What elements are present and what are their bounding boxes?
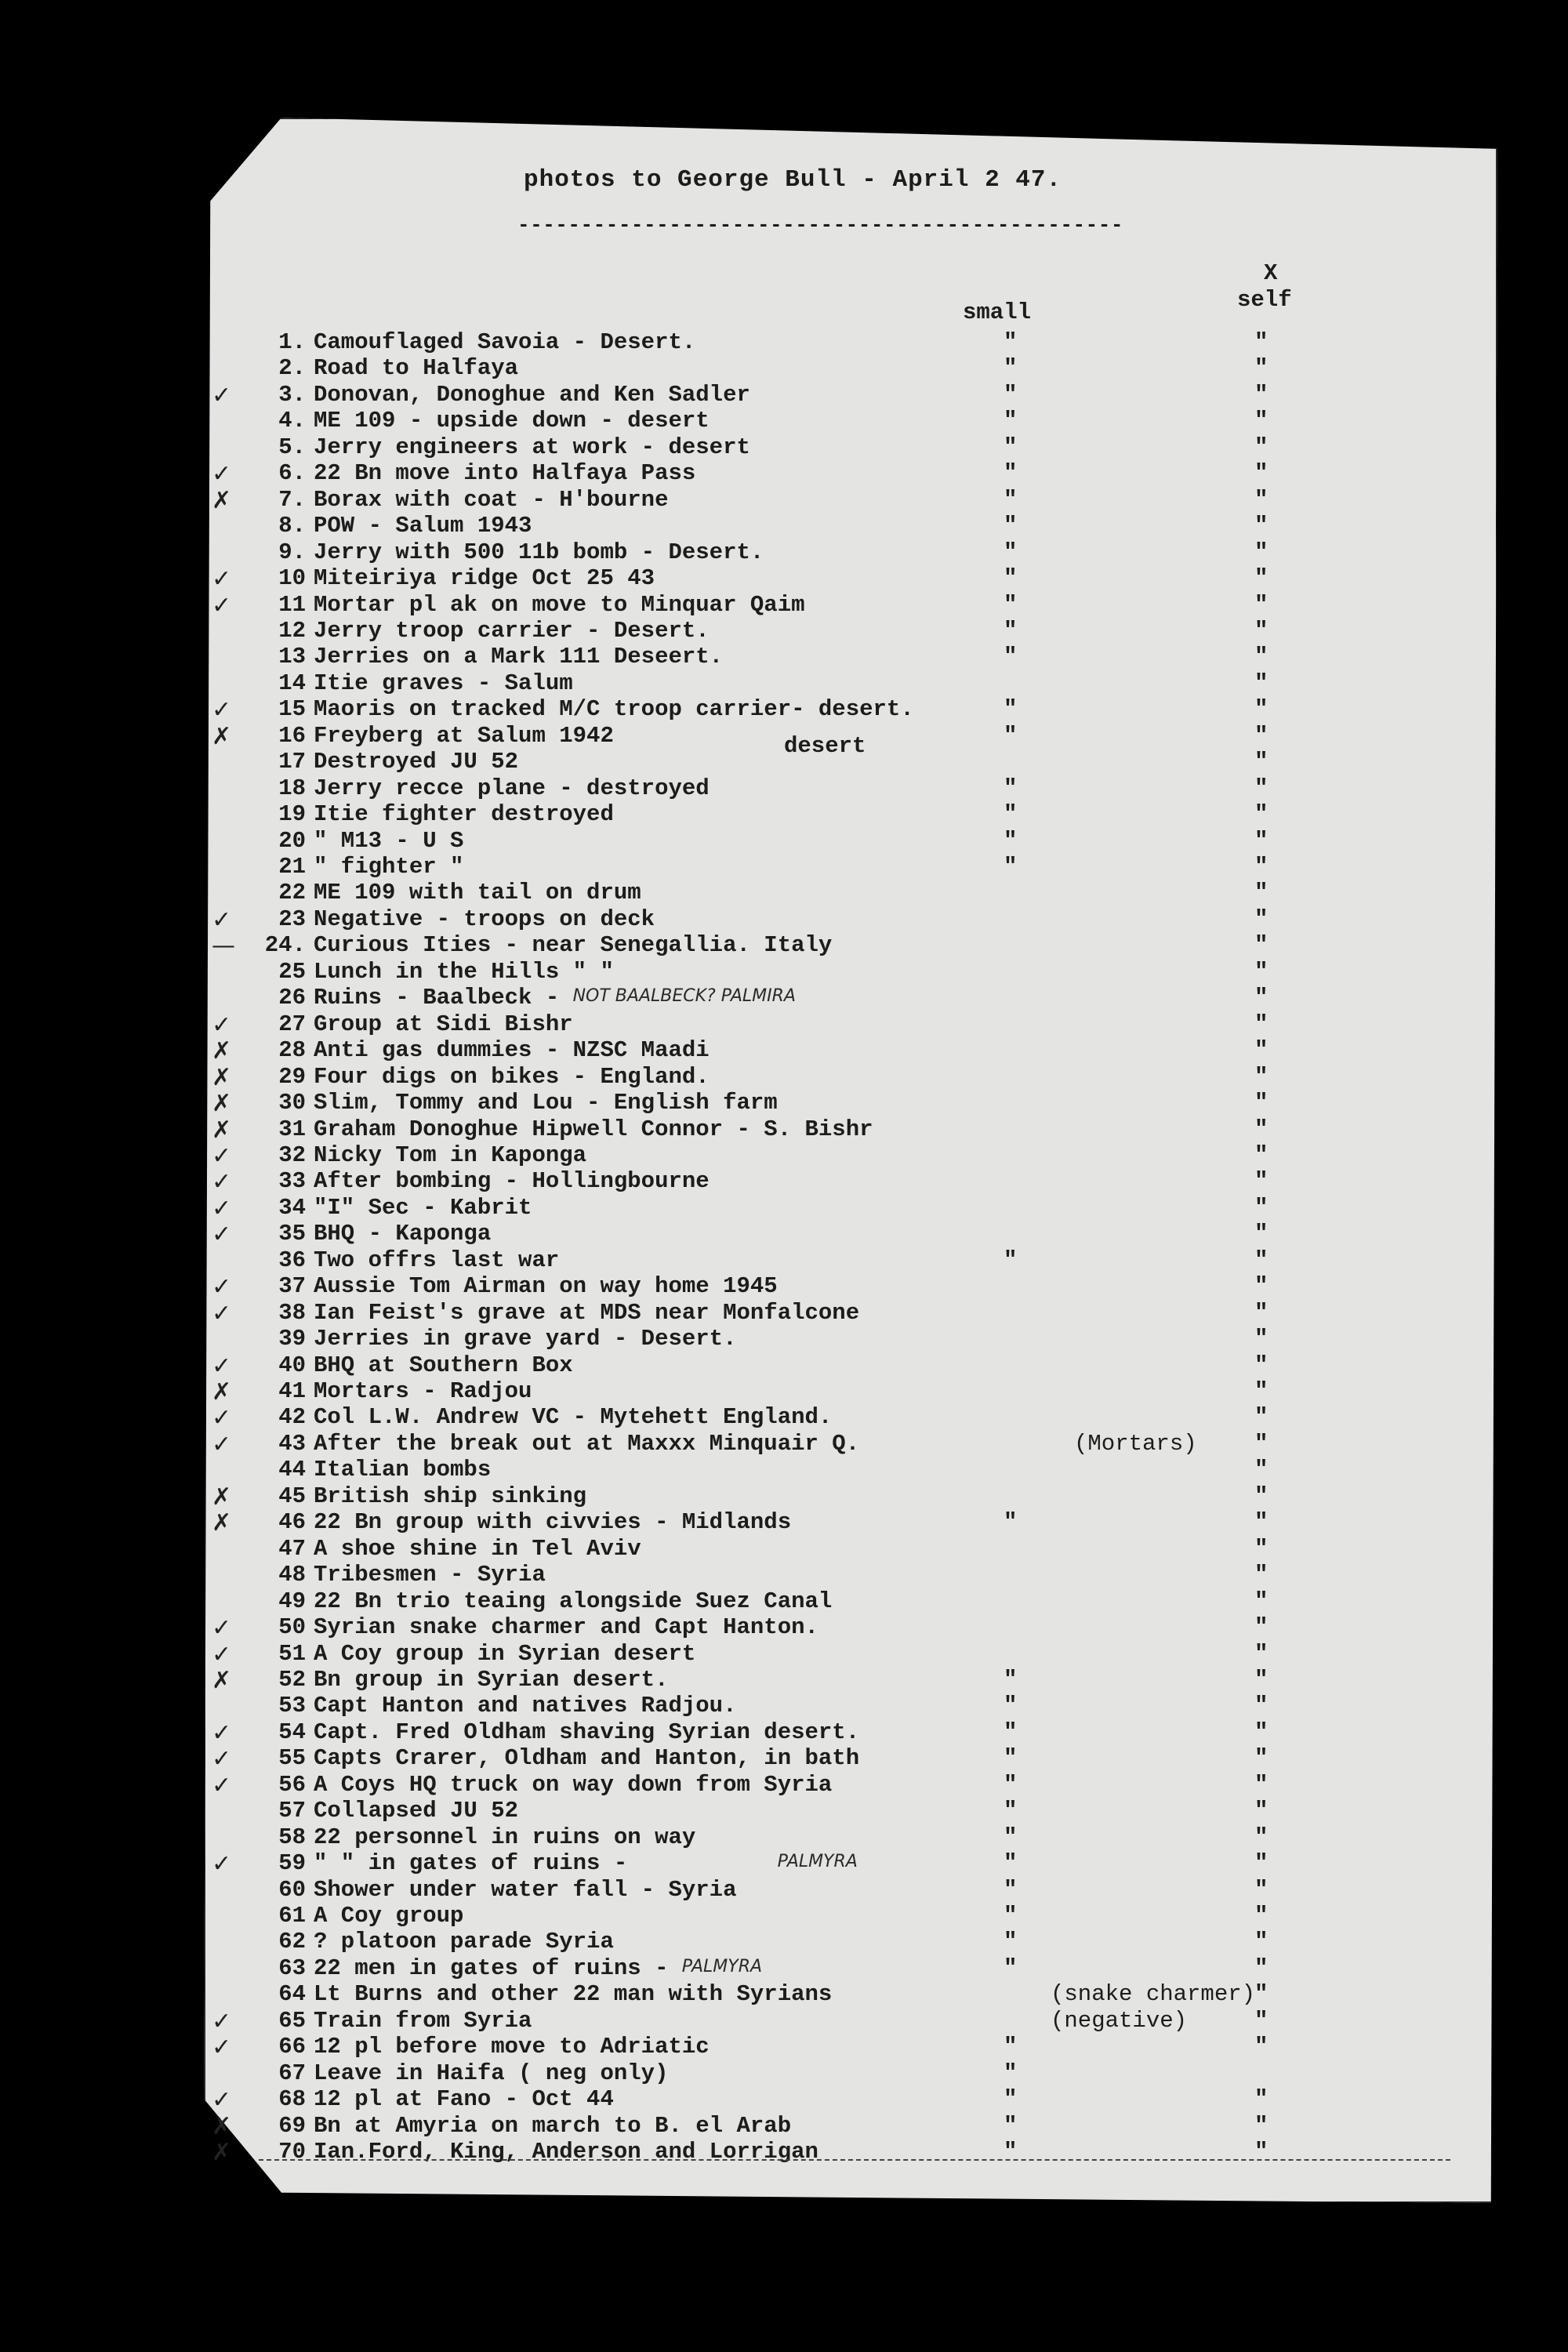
title-underline: ------------------------------------------------ [517,213,1123,237]
check-mark-icon: ✓ [212,1194,232,1222]
item-number: 34 [278,1194,306,1221]
item-description: ME 109 with tail on drum [314,880,641,906]
page-title: photos to George Bull - April 2 47. [524,166,1062,194]
self-mark: " [1254,801,1269,828]
self-mark: " [1254,539,1269,565]
small-mark: " [1004,2086,1018,2113]
item-number: 30 [278,1090,306,1116]
item-number: 4. [278,408,306,434]
check-mark-icon: ✗ [212,1090,232,1118]
item-number: 64 [278,1981,306,2008]
self-mark: " [1254,1562,1269,1588]
check-mark-icon: ✗ [212,1378,232,1406]
small-mark: " [1004,827,1018,854]
small-mark: " [1004,565,1018,592]
item-description: 22 men in gates of ruins - [314,1955,669,1981]
item-description: Maoris on tracked M/C troop carrier- desert. [314,696,914,723]
self-mark: " [1254,1326,1269,1352]
bottom-divider [259,2159,1450,2161]
self-mark: " [1254,749,1269,775]
self-mark: " [1254,1404,1269,1431]
item-number: 10 [278,565,306,592]
item-number: 19 [278,801,306,828]
item-description: Itie graves - Salum [314,670,573,696]
check-mark-icon: ✓ [212,696,232,724]
self-mark: " [1254,1090,1269,1116]
small-mark: " [1004,775,1018,801]
self-mark: " [1254,1509,1269,1536]
handwritten-note: PALMYRA [681,1956,763,1976]
check-mark-icon: ✓ [212,2007,232,2035]
item-description: " fighter " [314,854,464,880]
item-description: 12 pl at Fano - Oct 44 [314,2086,614,2113]
item-number: 27 [278,1011,306,1037]
small-mark: " [1004,1771,1018,1798]
item-description: 12 pl before move to Adriatic [314,2034,710,2060]
small-mark: " [1004,486,1018,513]
self-mark: " [1254,1063,1269,1090]
item-description: A Coy group [314,1903,464,1929]
item-number: 51 [278,1640,306,1667]
item-description: BHQ - Kaponga [314,1221,492,1247]
small-mark: " [1004,1798,1018,1824]
item-description: Capt. Fred Oldham shaving Syrian desert. [314,1719,860,1745]
small-mark: " [1004,1693,1018,1719]
self-mark: " [1254,1430,1269,1457]
item-number: 20 [278,827,306,854]
small-mark: " [1004,1955,1018,1981]
item-description: Slim, Tommy and Lou - English farm [314,1090,778,1116]
self-mark: " [1254,329,1269,355]
self-mark: " [1254,460,1269,487]
self-mark: " [1254,1457,1269,1483]
item-description: Col L.W. Andrew VC - Mytehett England. [314,1404,833,1431]
self-mark: " [1254,1614,1269,1641]
item-number: 40 [278,1352,306,1378]
item-number: 47 [278,1535,306,1562]
handwritten-note: NOT BAALBECK? PALMIRA [572,986,796,1007]
item-description: Bn at Amyria on march to B. el Arab [314,2112,792,2139]
item-description: A Coy group in Syrian desert [314,1640,696,1667]
item-description: Jerry troop carrier - Desert. [314,617,710,644]
check-mark-icon: ✓ [212,1614,232,1642]
self-mark: " [1254,486,1269,513]
item-number: 62 [278,1929,306,1955]
item-number: 69 [278,2112,306,2139]
item-number: 49 [278,1588,306,1614]
small-mark: " [1004,696,1018,723]
item-description: Capt Hanton and natives Radjou. [314,1693,737,1719]
item-number: 13 [278,644,306,670]
self-mark: " [1254,1221,1269,1247]
item-number: 37 [278,1273,306,1300]
check-mark-icon: ✓ [212,1168,232,1196]
small-mark: " [1004,329,1018,355]
check-mark-icon: ✓ [212,1745,232,1773]
small-mark: " [1004,381,1018,408]
check-mark-icon: ✗ [212,2139,232,2167]
self-mark: " [1254,1903,1269,1929]
small-mark: " [1004,591,1018,618]
self-mark: " [1254,1116,1269,1142]
small-mark: " [1004,1666,1018,1693]
small-mark: " [1004,355,1018,382]
self-mark: " [1254,1745,1269,1772]
self-mark: " [1254,1824,1269,1850]
check-mark-icon: ✓ [212,381,232,409]
small-mark: " [1004,408,1018,434]
check-mark-icon: — [212,932,235,960]
self-mark: " [1254,617,1269,644]
item-number: 29 [278,1063,306,1090]
item-number: 52 [278,1666,306,1693]
self-mark: " [1254,1352,1269,1378]
small-mark: " [1004,801,1018,828]
self-mark: " [1254,1640,1269,1667]
item-number: 28 [278,1037,306,1064]
check-mark-icon: ✗ [212,722,232,750]
check-mark-icon: ✓ [212,591,232,619]
item-number: 57 [278,1798,306,1824]
item-number: 21 [278,854,306,880]
check-mark-icon: ✓ [212,2086,232,2114]
check-mark-icon: ✗ [212,1483,232,1511]
item-number: 24. [264,932,306,959]
item-number: 53 [278,1693,306,1719]
item-number: 48 [278,1562,306,1588]
item-description: Bn group in Syrian desert. [314,1666,669,1693]
item-description: Shower under water fall - Syria [314,1876,737,1903]
small-mark: " [1004,1509,1018,1536]
small-mark: " [1004,1850,1018,1877]
item-number: 33 [278,1168,306,1195]
item-description: Syrian snake charmer and Capt Hanton. [314,1614,818,1641]
check-mark-icon: ✓ [212,1404,232,1432]
item-description: Donovan, Donoghue and Ken Sadler [314,381,750,408]
item-description: " " in gates of ruins - [314,1850,628,1877]
handwritten-note: PALMYRA [777,1852,858,1872]
item-number: 17 [278,749,306,775]
item-description: Four digs on bikes - England. [314,1063,710,1090]
small-mark: " [1004,1903,1018,1929]
item-number: 45 [278,1483,306,1509]
item-description: Camouflaged Savoia - Desert. [314,329,696,355]
item-number: 54 [278,1719,306,1745]
item-description: Lt Burns and other 22 man with Syrians [314,1981,833,2008]
item-number: 42 [278,1404,306,1431]
self-mark: " [1254,355,1269,382]
item-number: 2. [278,355,306,382]
self-mark: " [1254,434,1269,460]
item-number: 39 [278,1326,306,1352]
item-number: 15 [278,696,306,723]
item-description: 22 Bn move into Halfaya Pass [314,460,696,487]
item-description: POW - Salum 1943 [314,513,532,539]
self-mark: " [1254,880,1269,906]
item-description: Ruins - Baalbeck - [314,985,560,1011]
self-mark: " [1254,1771,1269,1798]
item-number: 22 [278,880,306,906]
item-description: Train from Syria [314,2007,532,2034]
item-description: 22 Bn trio teaing alongside Suez Canal [314,1588,833,1614]
check-mark-icon: ✗ [212,2112,232,2140]
self-mark: " [1254,985,1269,1011]
item-description: 22 personnel in ruins on way [314,1824,696,1850]
check-mark-icon: ✓ [212,460,232,488]
self-mark: " [1254,1299,1269,1326]
check-mark-icon: ✓ [212,1430,232,1458]
item-description: ? platoon parade Syria [314,1929,614,1955]
item-description: Mortar pl ak on move to Minquar Qaim [314,591,805,618]
item-note: (snake charmer) [1051,1981,1256,2008]
self-mark: " [1254,1273,1269,1300]
item-description: Leave in Haifa ( neg only) [314,2060,669,2086]
item-number: 61 [278,1903,306,1929]
item-description: After bombing - Hollingbourne [314,1168,710,1195]
item-description: Jerries in grave yard - Desert. [314,1326,737,1352]
item-number: 8. [278,513,306,539]
self-mark: " [1254,644,1269,670]
item-number: 16 [278,722,306,749]
item-description: Jerry engineers at work - desert [314,434,750,460]
item-description: Jerries on a Mark 111 Deseert. [314,644,724,670]
item-number: 67 [278,2060,306,2086]
small-mark: " [1004,854,1018,880]
item-description: BHQ at Southern Box [314,1352,573,1378]
self-mark: " [1254,827,1269,854]
small-mark: desert [784,733,866,760]
self-mark: " [1254,1955,1269,1981]
item-description: Borax with coat - H'bourne [314,486,669,513]
item-number: 55 [278,1745,306,1772]
item-description: Curious Ities - near Senegallia. Italy [314,932,833,959]
item-note: (negative) [1051,2007,1188,2034]
small-mark: " [1004,1824,1018,1850]
item-description: Lunch in the Hills " " [314,958,614,985]
self-mark: " [1254,854,1269,880]
self-mark: " [1254,2086,1269,2113]
item-number: 35 [278,1221,306,1247]
self-mark: " [1254,722,1269,749]
check-mark-icon: ✓ [212,1850,232,1878]
self-mark: " [1254,2139,1269,2165]
small-mark: " [1004,513,1018,539]
self-mark: " [1254,1483,1269,1509]
item-number: 1. [278,329,306,355]
item-description: ME 109 - upside down - desert [314,408,710,434]
item-description: A shoe shine in Tel Aviv [314,1535,641,1562]
self-mark: " [1254,696,1269,723]
small-mark: " [1004,644,1018,670]
self-mark: " [1254,906,1269,932]
small-mark: " [1004,722,1018,749]
self-mark: " [1254,1876,1269,1903]
item-description: Freyberg at Salum 1942 [314,722,614,749]
small-mark: " [1004,617,1018,644]
item-description: Aussie Tom Airman on way home 1945 [314,1273,778,1300]
item-description: Miteiriya ridge Oct 25 43 [314,565,655,592]
check-mark-icon: ✓ [212,1142,232,1170]
item-description: After the break out at Maxxx Minquair Q. [314,1430,860,1457]
small-mark: " [1004,2060,1018,2086]
self-mark: " [1254,670,1269,696]
item-number: 7. [278,486,306,513]
small-mark: " [1004,2139,1018,2165]
item-number: 31 [278,1116,306,1142]
item-number: 18 [278,775,306,801]
self-mark: " [1254,1378,1269,1404]
small-mark: " [1004,1745,1018,1772]
item-number: 6. [278,460,306,487]
item-number: 32 [278,1142,306,1168]
self-mark: " [1254,381,1269,408]
check-mark-icon: ✓ [212,1011,232,1039]
item-number: 5. [278,434,306,460]
self-mark: " [1254,2112,1269,2139]
check-mark-icon: ✓ [212,565,232,593]
check-mark-icon: ✓ [212,1299,232,1327]
item-number: 44 [278,1457,306,1483]
self-mark: " [1254,408,1269,434]
item-number: 12 [278,617,306,644]
check-mark-icon: ✗ [212,1063,232,1091]
item-description: Mortars - Radjou [314,1378,532,1404]
item-description: Capts Crarer, Oldham and Hanton, in bath [314,1745,860,1772]
item-number: 70 [278,2139,306,2165]
self-mark: " [1254,513,1269,539]
item-description: Italian bombs [314,1457,492,1483]
self-mark: " [1254,1981,1269,2008]
item-number: 9. [278,539,306,565]
self-mark: " [1254,1666,1269,1693]
small-mark: " [1004,2034,1018,2060]
self-mark: " [1254,591,1269,618]
check-mark-icon: ✓ [212,1352,232,1380]
item-description: Nicky Tom in Kaponga [314,1142,587,1168]
check-mark-icon: ✓ [212,906,232,934]
item-number: 38 [278,1299,306,1326]
self-mark: " [1254,2007,1269,2034]
check-mark-icon: ✓ [212,1719,232,1747]
self-mark: " [1254,1798,1269,1824]
item-description: "I" Sec - Kabrit [314,1194,532,1221]
self-mark: " [1254,1168,1269,1195]
item-description: A Coys HQ truck on way down from Syria [314,1771,833,1798]
small-mark: " [1004,1876,1018,1903]
item-description: Two offrs last war [314,1247,560,1273]
item-description: Jerry recce plane - destroyed [314,775,710,801]
item-description: Jerry with 500 11b bomb - Desert. [314,539,764,565]
small-mark: " [1004,2112,1018,2139]
check-mark-icon: ✗ [212,486,232,514]
item-number: 56 [278,1771,306,1798]
item-description: Ian.Ford, King, Anderson and Lorrigan [314,2139,818,2165]
self-mark: " [1254,565,1269,592]
item-number: 46 [278,1509,306,1536]
check-mark-icon: ✗ [212,1116,232,1144]
item-number: 43 [278,1430,306,1457]
item-number: 59 [278,1850,306,1877]
check-mark-icon: ✓ [212,2034,232,2062]
item-description: Negative - troops on deck [314,906,655,932]
item-number: 66 [278,2034,306,2060]
small-mark: " [1004,539,1018,565]
self-mark: " [1254,1693,1269,1719]
item-description: Tribesmen - Syria [314,1562,546,1588]
self-mark: " [1254,1719,1269,1745]
self-mark: " [1254,1535,1269,1562]
item-number: 41 [278,1378,306,1404]
item-description: Graham Donoghue Hipwell Connor - S. Bishr [314,1116,873,1142]
item-number: 36 [278,1247,306,1273]
self-mark: " [1254,1037,1269,1064]
item-number: 3. [278,381,306,408]
self-mark: " [1254,1011,1269,1037]
item-number: 25 [278,958,306,985]
check-mark-icon: ✓ [212,1221,232,1249]
self-mark: " [1254,1194,1269,1221]
self-mark: " [1254,1850,1269,1877]
item-number: 68 [278,2086,306,2113]
item-description: Itie fighter destroyed [314,801,614,828]
self-mark: " [1254,958,1269,985]
check-mark-icon: ✗ [212,1666,232,1694]
item-description: Group at Sidi Bishr [314,1011,573,1037]
item-note: (Mortars) [1074,1430,1197,1457]
self-mark: " [1254,1247,1269,1273]
item-number: 11 [278,591,306,618]
item-description: Road to Halfaya [314,355,519,382]
column-header-self-x: X [1264,260,1278,286]
self-mark: " [1254,1929,1269,1955]
column-header-self: self [1237,287,1292,313]
check-mark-icon: ✓ [212,1771,232,1799]
item-description: " M13 - U S [314,827,464,854]
small-mark: " [1004,1247,1018,1273]
small-mark: " [1004,1719,1018,1745]
check-mark-icon: ✓ [212,1273,232,1301]
item-description: Collapsed JU 52 [314,1798,519,1824]
item-number: 14 [278,670,306,696]
item-number: 60 [278,1876,306,1903]
item-description: Anti gas dummies - NZSC Maadi [314,1037,710,1064]
self-mark: " [1254,775,1269,801]
self-mark: " [1254,932,1269,959]
item-number: 58 [278,1824,306,1850]
item-number: 26 [278,985,306,1011]
item-number: 65 [278,2007,306,2034]
check-mark-icon: ✓ [212,1640,232,1668]
column-header-small: small [963,299,1032,325]
self-mark: " [1254,1588,1269,1614]
self-mark: " [1254,2034,1269,2060]
item-number: 23 [278,906,306,932]
item-number: 50 [278,1614,306,1641]
item-description: Ian Feist's grave at MDS near Monfalcone [314,1299,860,1326]
small-mark: " [1004,434,1018,460]
check-mark-icon: ✗ [212,1509,232,1537]
check-mark-icon: ✗ [212,1037,232,1065]
item-description: Destroyed JU 52 [314,749,519,775]
small-mark: " [1004,1929,1018,1955]
item-description: British ship sinking [314,1483,587,1509]
small-mark: " [1004,460,1018,487]
self-mark: " [1254,1142,1269,1168]
item-description: 22 Bn group with civvies - Midlands [314,1509,792,1536]
item-number: 63 [278,1955,306,1981]
